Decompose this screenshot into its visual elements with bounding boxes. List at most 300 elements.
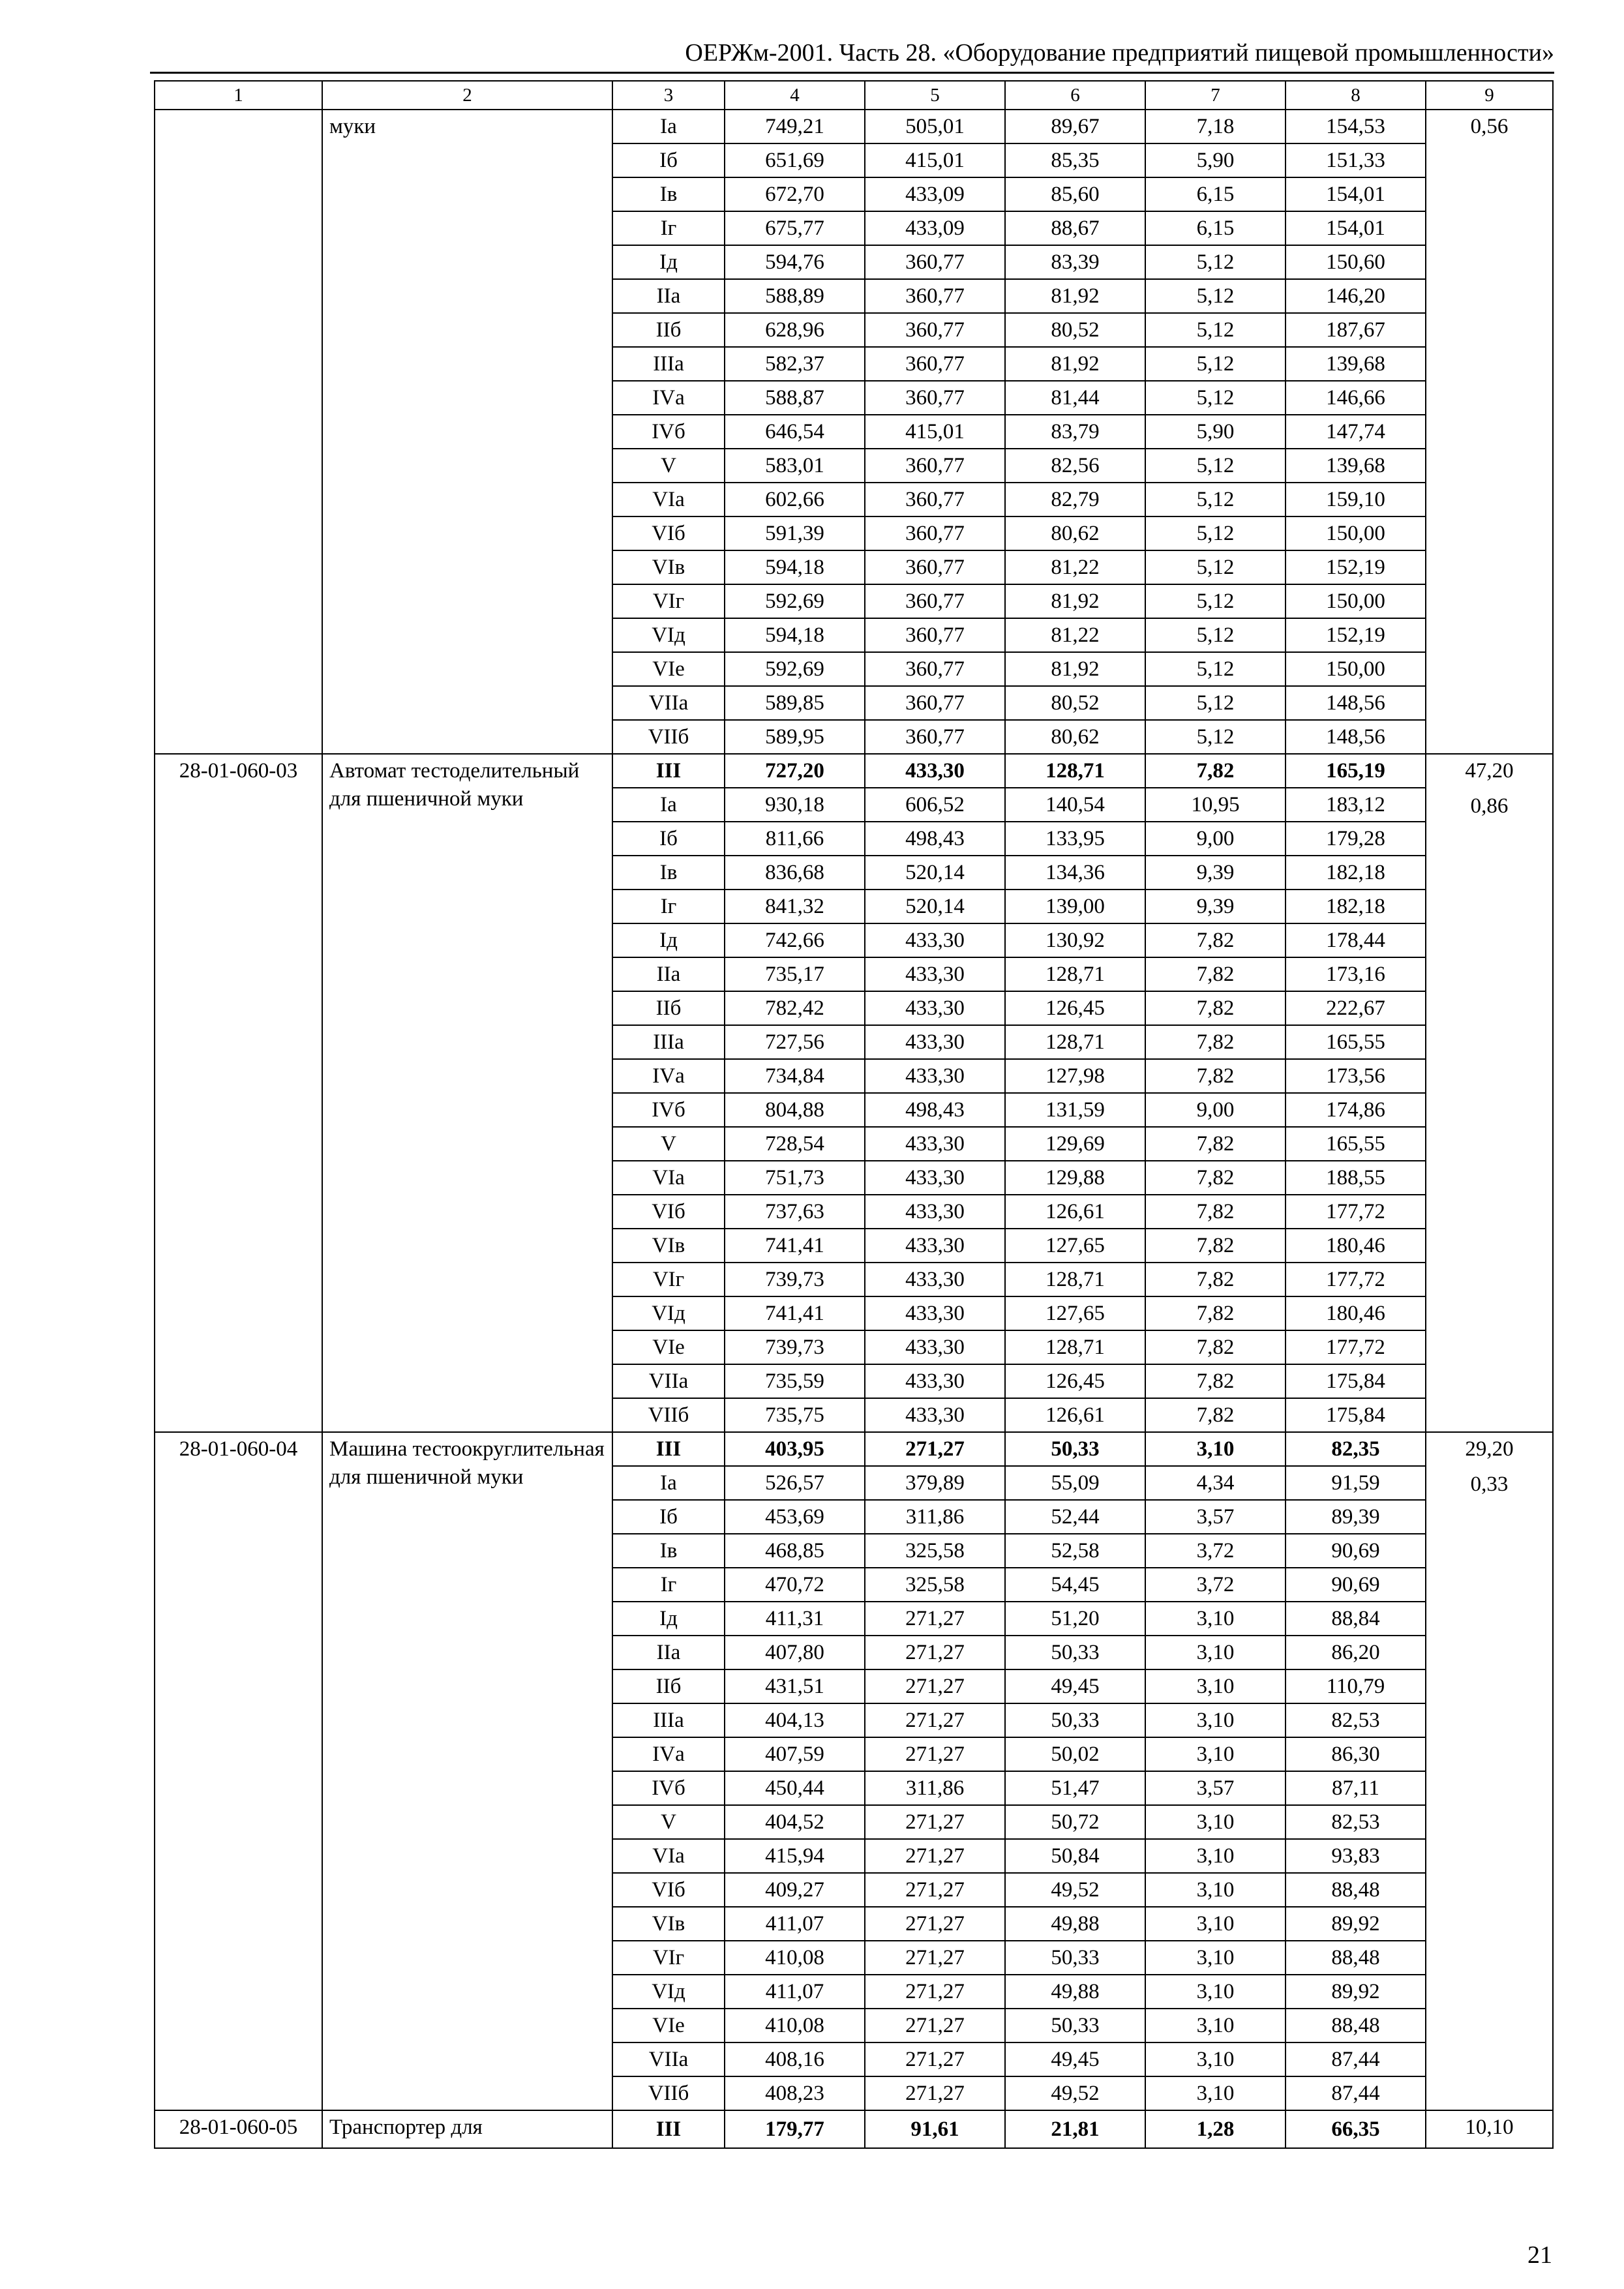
value-cell: 672,70 (725, 177, 865, 211)
value-cell: 360,77 (865, 686, 1005, 720)
value-cell: 81,92 (1005, 652, 1145, 686)
value-cell: 49,52 (1005, 1873, 1145, 1907)
value-cell: 3,72 (1145, 1534, 1286, 1568)
value-cell: 606,52 (865, 788, 1005, 822)
value-cell: 5,12 (1145, 245, 1286, 279)
region-class: IVб (612, 1093, 725, 1127)
value-cell: 741,41 (725, 1296, 865, 1330)
value-cell: 588,89 (725, 279, 865, 313)
value-cell: 177,72 (1286, 1263, 1426, 1296)
value-cell: 379,89 (865, 1466, 1005, 1500)
value-cell: 589,95 (725, 720, 865, 754)
value-cell: 675,77 (725, 211, 865, 245)
value-cell: 126,45 (1005, 1364, 1145, 1398)
value-cell: 127,98 (1005, 1059, 1145, 1093)
value-cell: 151,33 (1286, 143, 1426, 177)
value-cell: 415,01 (865, 415, 1005, 449)
value-cell: 5,12 (1145, 449, 1286, 483)
value-cell: 407,80 (725, 1636, 865, 1669)
value-cell: 410,08 (725, 1941, 865, 1975)
value-cell: 4,34 (1145, 1466, 1286, 1500)
region-class: Iа (612, 1466, 725, 1500)
value-cell: 82,56 (1005, 449, 1145, 483)
region-class: VIг (612, 584, 725, 618)
value-cell: 128,71 (1005, 1263, 1145, 1296)
value-cell: 81,92 (1005, 279, 1145, 313)
value-cell: 127,65 (1005, 1229, 1145, 1263)
region-class: VIг (612, 1263, 725, 1296)
value-cell: 50,33 (1005, 1703, 1145, 1737)
value-cell: 433,09 (865, 211, 1005, 245)
value-cell: 150,60 (1286, 245, 1426, 279)
region-class: IIа (612, 1636, 725, 1669)
value-cell: 433,30 (865, 1195, 1005, 1229)
value-cell: 751,73 (725, 1161, 865, 1195)
value-cell: 433,30 (865, 991, 1005, 1025)
value-cell: 433,30 (865, 1229, 1005, 1263)
region-class: VIа (612, 483, 725, 516)
value-cell: 89,92 (1286, 1975, 1426, 2009)
value-cell: 81,22 (1005, 618, 1145, 652)
value-cell: 49,52 (1005, 2076, 1145, 2110)
value-cell: 147,74 (1286, 415, 1426, 449)
value-cell: 7,18 (1145, 110, 1286, 143)
column-numbers-row (155, 81, 1553, 110)
value-cell: 360,77 (865, 618, 1005, 652)
col9-value: 0,56 (1470, 115, 1509, 138)
value-cell: 433,09 (865, 177, 1005, 211)
region-class: Iб (612, 822, 725, 856)
value-cell: 139,68 (1286, 449, 1426, 483)
value-cell: 49,88 (1005, 1907, 1145, 1941)
value-cell: 89,39 (1286, 1500, 1426, 1534)
equipment-name: муки (322, 110, 612, 754)
region-class: Iд (612, 245, 725, 279)
region-class: VIд (612, 1296, 725, 1330)
value-cell: 3,10 (1145, 2042, 1286, 2076)
value-cell: 415,94 (725, 1839, 865, 1873)
value-cell: 129,88 (1005, 1161, 1145, 1195)
value-cell: 407,59 (725, 1737, 865, 1771)
table-row (155, 110, 1553, 143)
region-class: III (612, 2110, 725, 2148)
value-cell: 3,10 (1145, 1941, 1286, 1975)
region-class: Iв (612, 177, 725, 211)
value-cell: 80,52 (1005, 313, 1145, 347)
region-class: III (612, 754, 725, 788)
value-cell: 271,27 (865, 1636, 1005, 1669)
value-cell: 126,61 (1005, 1195, 1145, 1229)
column-number: 7 (1145, 81, 1286, 110)
value-cell: 7,82 (1145, 923, 1286, 957)
value-cell: 3,57 (1145, 1500, 1286, 1534)
value-cell: 88,48 (1286, 1873, 1426, 1907)
value-cell: 742,66 (725, 923, 865, 957)
region-class: IIа (612, 957, 725, 991)
value-cell: 88,84 (1286, 1602, 1426, 1636)
value-cell: 50,33 (1005, 1636, 1145, 1669)
value-cell: 271,27 (865, 2076, 1005, 2110)
value-cell: 85,35 (1005, 143, 1145, 177)
value-cell: 6,15 (1145, 177, 1286, 211)
value-cell: 7,82 (1145, 957, 1286, 991)
rate-code: 28-01-060-04 (155, 1432, 322, 2110)
value-cell: 5,12 (1145, 279, 1286, 313)
value-cell: 498,43 (865, 1093, 1005, 1127)
value-cell: 271,27 (865, 1432, 1005, 1466)
value-cell: 152,19 (1286, 618, 1426, 652)
value-cell: 433,30 (865, 1364, 1005, 1398)
value-cell: 130,92 (1005, 923, 1145, 957)
value-cell: 175,84 (1286, 1364, 1426, 1398)
value-cell: 50,02 (1005, 1737, 1145, 1771)
value-cell: 3,57 (1145, 1771, 1286, 1805)
value-cell: 360,77 (865, 584, 1005, 618)
value-cell: 174,86 (1286, 1093, 1426, 1127)
value-cell: 131,59 (1005, 1093, 1145, 1127)
value-cell: 450,44 (725, 1771, 865, 1805)
value-cell: 128,71 (1005, 957, 1145, 991)
value-cell: 582,37 (725, 347, 865, 381)
value-cell: 594,76 (725, 245, 865, 279)
rates-table (154, 80, 1554, 2149)
value-cell: 360,77 (865, 279, 1005, 313)
value-cell: 88,48 (1286, 2009, 1426, 2042)
value-cell: 3,10 (1145, 1975, 1286, 2009)
col9-cell (1426, 754, 1553, 1432)
region-class: VIб (612, 1195, 725, 1229)
value-cell: 1,28 (1145, 2110, 1286, 2148)
value-cell: 433,30 (865, 1263, 1005, 1296)
equipment-name: Автомат тестоделительный для пшеничной муки (322, 754, 612, 1432)
value-cell: 749,21 (725, 110, 865, 143)
value-cell: 9,39 (1145, 890, 1286, 923)
value-cell: 150,00 (1286, 584, 1426, 618)
value-cell: 453,69 (725, 1500, 865, 1534)
value-cell: 146,20 (1286, 279, 1426, 313)
value-cell: 140,54 (1005, 788, 1145, 822)
value-cell: 5,90 (1145, 143, 1286, 177)
value-cell: 148,56 (1286, 686, 1426, 720)
value-cell: 90,69 (1286, 1534, 1426, 1568)
value-cell: 3,10 (1145, 1737, 1286, 1771)
value-cell: 360,77 (865, 516, 1005, 550)
value-cell: 271,27 (865, 1737, 1005, 1771)
value-cell: 179,77 (725, 2110, 865, 2148)
value-cell: 271,27 (865, 2009, 1005, 2042)
value-cell: 7,82 (1145, 991, 1286, 1025)
value-cell: 85,60 (1005, 177, 1145, 211)
value-cell: 433,30 (865, 923, 1005, 957)
value-cell: 408,23 (725, 2076, 865, 2110)
region-class: IVа (612, 1059, 725, 1093)
value-cell: 150,00 (1286, 652, 1426, 686)
value-cell: 7,82 (1145, 1059, 1286, 1093)
value-cell: 431,51 (725, 1669, 865, 1703)
value-cell: 126,61 (1005, 1398, 1145, 1432)
region-class: Iд (612, 1602, 725, 1636)
value-cell: 188,55 (1286, 1161, 1426, 1195)
value-cell: 3,10 (1145, 1839, 1286, 1873)
value-cell: 3,10 (1145, 1669, 1286, 1703)
region-class: VIIа (612, 686, 725, 720)
value-cell: 5,12 (1145, 313, 1286, 347)
value-cell: 592,69 (725, 652, 865, 686)
column-number: 2 (322, 81, 612, 110)
value-cell: 50,84 (1005, 1839, 1145, 1873)
value-cell: 49,45 (1005, 1669, 1145, 1703)
value-cell: 325,58 (865, 1568, 1005, 1602)
value-cell: 468,85 (725, 1534, 865, 1568)
value-cell: 404,52 (725, 1805, 865, 1839)
value-cell: 9,39 (1145, 856, 1286, 890)
region-class: VIIб (612, 2076, 725, 2110)
value-cell: 7,82 (1145, 1364, 1286, 1398)
value-cell: 360,77 (865, 483, 1005, 516)
region-class: IIа (612, 279, 725, 313)
value-cell: 88,48 (1286, 1941, 1426, 1975)
value-cell: 89,92 (1286, 1907, 1426, 1941)
column-number: 4 (725, 81, 865, 110)
table-row (155, 754, 1553, 788)
value-cell: 591,39 (725, 516, 865, 550)
value-cell: 520,14 (865, 856, 1005, 890)
value-cell: 183,12 (1286, 788, 1426, 822)
value-cell: 404,13 (725, 1703, 865, 1737)
region-class: IIIа (612, 1025, 725, 1059)
value-cell: 271,27 (865, 1669, 1005, 1703)
value-cell: 7,82 (1145, 1229, 1286, 1263)
value-cell: 165,19 (1286, 754, 1426, 788)
region-class: VIе (612, 1330, 725, 1364)
region-class: Iб (612, 1500, 725, 1534)
column-number: 6 (1005, 81, 1145, 110)
value-cell: 734,84 (725, 1059, 865, 1093)
value-cell: 271,27 (865, 1839, 1005, 1873)
value-cell: 129,69 (1005, 1127, 1145, 1161)
value-cell: 126,45 (1005, 991, 1145, 1025)
column-number: 9 (1426, 81, 1553, 110)
region-class: IVа (612, 1737, 725, 1771)
value-cell: 180,46 (1286, 1229, 1426, 1263)
col9-cell (1426, 1432, 1553, 2110)
value-cell: 5,12 (1145, 720, 1286, 754)
value-cell: 165,55 (1286, 1127, 1426, 1161)
region-class: V (612, 449, 725, 483)
value-cell: 7,82 (1145, 1330, 1286, 1364)
value-cell: 222,67 (1286, 991, 1426, 1025)
value-cell: 50,33 (1005, 2009, 1145, 2042)
region-class: Iд (612, 923, 725, 957)
region-class: VIв (612, 1229, 725, 1263)
value-cell: 87,44 (1286, 2042, 1426, 2076)
value-cell: 735,17 (725, 957, 865, 991)
region-class: IIIа (612, 1703, 725, 1737)
value-cell: 5,12 (1145, 550, 1286, 584)
region-class: VIд (612, 618, 725, 652)
value-cell: 433,30 (865, 1161, 1005, 1195)
value-cell: 646,54 (725, 415, 865, 449)
value-cell: 6,15 (1145, 211, 1286, 245)
value-cell: 127,65 (1005, 1296, 1145, 1330)
region-class: VIв (612, 1907, 725, 1941)
region-class: Iа (612, 788, 725, 822)
value-cell: 5,12 (1145, 584, 1286, 618)
value-cell: 3,10 (1145, 2009, 1286, 2042)
value-cell: 741,41 (725, 1229, 865, 1263)
value-cell: 87,44 (1286, 2076, 1426, 2110)
value-cell: 735,75 (725, 1398, 865, 1432)
value-cell: 360,77 (865, 652, 1005, 686)
region-class: IIб (612, 991, 725, 1025)
value-cell: 66,35 (1286, 2110, 1426, 2148)
value-cell: 83,79 (1005, 415, 1145, 449)
value-cell: 81,92 (1005, 347, 1145, 381)
value-cell: 180,46 (1286, 1296, 1426, 1330)
equipment-name: Машина тестоокруглительная для пшеничной муки (322, 1432, 612, 2110)
value-cell: 5,12 (1145, 347, 1286, 381)
value-cell: 146,66 (1286, 381, 1426, 415)
value-cell: 87,11 (1286, 1771, 1426, 1805)
value-cell: 360,77 (865, 381, 1005, 415)
value-cell: 182,18 (1286, 856, 1426, 890)
value-cell: 5,12 (1145, 652, 1286, 686)
region-class: Iг (612, 1568, 725, 1602)
value-cell: 81,92 (1005, 584, 1145, 618)
region-class: VIIа (612, 1364, 725, 1398)
region-class: IVб (612, 1771, 725, 1805)
value-cell: 433,30 (865, 1127, 1005, 1161)
value-cell: 498,43 (865, 822, 1005, 856)
value-cell: 154,01 (1286, 211, 1426, 245)
value-cell: 93,83 (1286, 1839, 1426, 1873)
value-cell: 433,30 (865, 1398, 1005, 1432)
value-cell: 3,10 (1145, 1873, 1286, 1907)
region-class: IIб (612, 1669, 725, 1703)
value-cell: 90,69 (1286, 1568, 1426, 1602)
value-cell: 133,95 (1005, 822, 1145, 856)
value-cell: 52,44 (1005, 1500, 1145, 1534)
value-cell: 409,27 (725, 1873, 865, 1907)
value-cell: 408,16 (725, 2042, 865, 2076)
region-class: Iг (612, 890, 725, 923)
region-class: Iб (612, 143, 725, 177)
region-class: VIа (612, 1839, 725, 1873)
value-cell: 178,44 (1286, 923, 1426, 957)
value-cell: 5,12 (1145, 381, 1286, 415)
value-cell: 7,82 (1145, 1296, 1286, 1330)
value-cell: 271,27 (865, 1703, 1005, 1737)
region-class: VIд (612, 1975, 725, 2009)
value-cell: 7,82 (1145, 1025, 1286, 1059)
value-cell: 89,67 (1005, 110, 1145, 143)
region-class: VIе (612, 652, 725, 686)
value-cell: 7,82 (1145, 1398, 1286, 1432)
value-cell: 173,16 (1286, 957, 1426, 991)
value-cell: 3,10 (1145, 1805, 1286, 1839)
value-cell: 182,18 (1286, 890, 1426, 923)
value-cell: 360,77 (865, 313, 1005, 347)
value-cell: 3,10 (1145, 1907, 1286, 1941)
value-cell: 51,20 (1005, 1602, 1145, 1636)
value-cell: 727,56 (725, 1025, 865, 1059)
value-cell: 80,62 (1005, 516, 1145, 550)
region-class: VIб (612, 1873, 725, 1907)
region-class: VIIб (612, 1398, 725, 1432)
value-cell: 520,14 (865, 890, 1005, 923)
column-number: 1 (155, 81, 322, 110)
value-cell: 3,10 (1145, 1432, 1286, 1466)
value-cell: 594,18 (725, 618, 865, 652)
value-cell: 360,77 (865, 550, 1005, 584)
value-cell: 179,28 (1286, 822, 1426, 856)
value-cell: 91,61 (865, 2110, 1005, 2148)
col9-cell (1426, 2110, 1553, 2148)
col9-value: 0,86 (1470, 794, 1509, 818)
value-cell: 930,18 (725, 788, 865, 822)
value-cell: 82,79 (1005, 483, 1145, 516)
value-cell: 411,07 (725, 1907, 865, 1941)
region-class: IVа (612, 381, 725, 415)
value-cell: 187,67 (1286, 313, 1426, 347)
value-cell: 602,66 (725, 483, 865, 516)
value-cell: 311,86 (865, 1500, 1005, 1534)
col9-value: 0,33 (1470, 1473, 1509, 1496)
value-cell: 150,00 (1286, 516, 1426, 550)
value-cell: 3,10 (1145, 1636, 1286, 1669)
value-cell: 83,39 (1005, 245, 1145, 279)
value-cell: 360,77 (865, 245, 1005, 279)
value-cell: 3,10 (1145, 1703, 1286, 1737)
region-class: V (612, 1805, 725, 1839)
value-cell: 588,87 (725, 381, 865, 415)
value-cell: 86,30 (1286, 1737, 1426, 1771)
region-class: Iв (612, 1534, 725, 1568)
value-cell: 139,68 (1286, 347, 1426, 381)
value-cell: 433,30 (865, 754, 1005, 788)
region-class: III (612, 1432, 725, 1466)
page-number: 21 (1527, 2241, 1552, 2269)
value-cell: 7,82 (1145, 754, 1286, 788)
value-cell: 727,20 (725, 754, 865, 788)
value-cell: 51,47 (1005, 1771, 1145, 1805)
value-cell: 5,12 (1145, 618, 1286, 652)
value-cell: 271,27 (865, 1602, 1005, 1636)
equipment-name: Транспортер для (322, 2110, 612, 2148)
value-cell: 165,55 (1286, 1025, 1426, 1059)
value-cell: 739,73 (725, 1263, 865, 1296)
value-cell: 410,08 (725, 2009, 865, 2042)
value-cell: 80,62 (1005, 720, 1145, 754)
column-number: 3 (612, 81, 725, 110)
value-cell: 139,00 (1005, 890, 1145, 923)
value-cell: 583,01 (725, 449, 865, 483)
value-cell: 177,72 (1286, 1330, 1426, 1364)
value-cell: 360,77 (865, 449, 1005, 483)
region-class: Iв (612, 856, 725, 890)
value-cell: 134,36 (1005, 856, 1145, 890)
value-cell: 594,18 (725, 550, 865, 584)
value-cell: 360,77 (865, 347, 1005, 381)
region-class: VIIб (612, 720, 725, 754)
col9-value: 47,20 (1465, 759, 1514, 783)
value-cell: 5,90 (1145, 415, 1286, 449)
region-class: Iа (612, 110, 725, 143)
value-cell: 154,53 (1286, 110, 1426, 143)
value-cell: 9,00 (1145, 1093, 1286, 1127)
value-cell: 415,01 (865, 143, 1005, 177)
value-cell: 470,72 (725, 1568, 865, 1602)
